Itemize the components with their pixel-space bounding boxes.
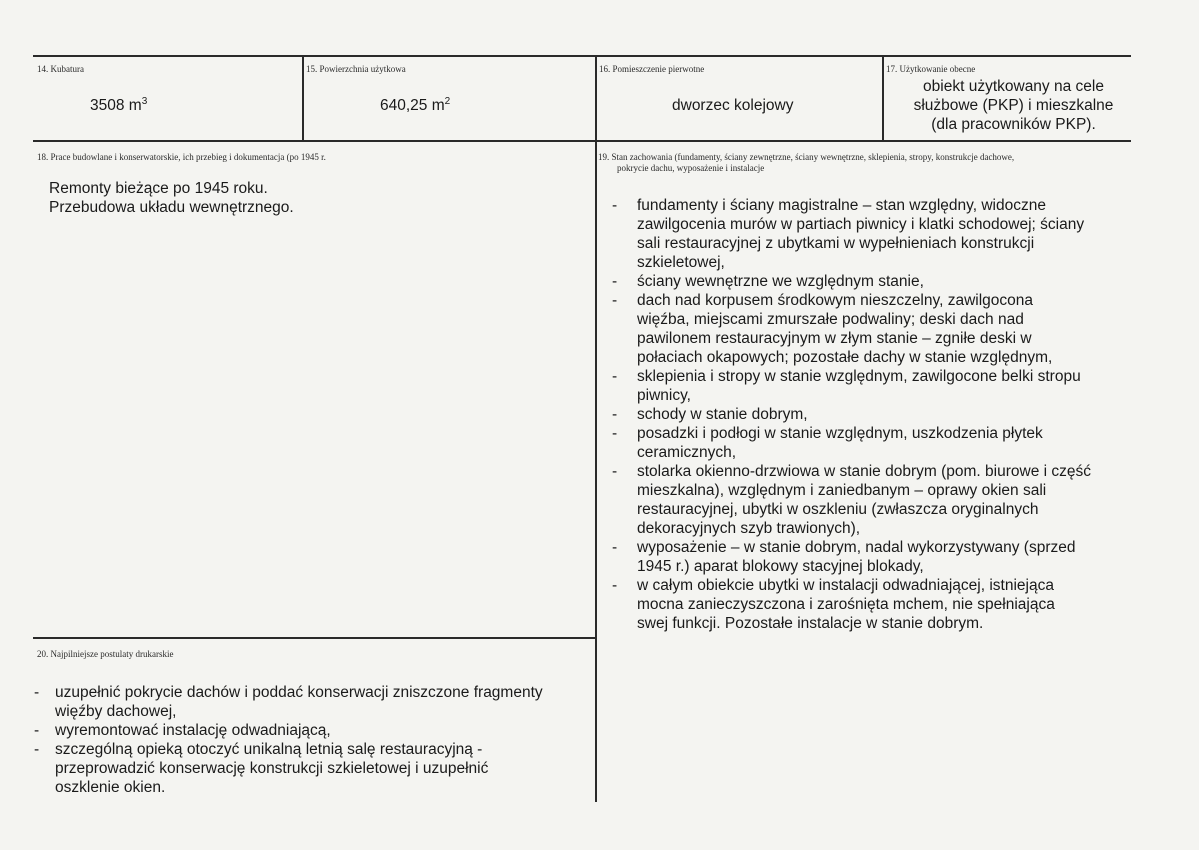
stan-item-line: piwnicy, — [637, 387, 691, 404]
stan-label-line: pokrycie dachu, wyposażenie i instalacje — [617, 163, 765, 173]
postulaty-list — [34, 683, 594, 797]
postulaty-dash: - — [34, 741, 40, 758]
stan-item — [612, 538, 1142, 576]
postulaty-item — [34, 721, 594, 740]
stan-item — [612, 576, 1142, 633]
prace-text — [49, 179, 294, 217]
pomieszczenie-value: dworzec kolejowy — [672, 97, 794, 114]
powierzchnia-value — [380, 96, 450, 115]
stan-item — [612, 405, 1142, 424]
postulaty-item-line: przeprowadzić konserwację konstrukcji szkieletowej i uzupełnić — [55, 760, 489, 777]
stan-item-line: ściany wewnętrzne we względnym stanie, — [637, 273, 924, 290]
stan-item — [612, 424, 1142, 462]
postulaty-top-rule — [33, 637, 596, 639]
uzytkowanie-label: 17. Użytkowanie obecne — [886, 64, 976, 74]
stan-item — [612, 196, 1142, 272]
stan-item-line: w całym obiekcie ubytki w instalacji odwadniającej, istniejąca — [637, 577, 1054, 594]
powierzchnia-number: 640,25 m — [380, 97, 445, 115]
pomieszczenie-label: 16. Pomieszczenie pierwotne — [599, 64, 705, 74]
postulaty-item-line: oszklenie okien. — [55, 779, 166, 796]
stan-label — [598, 152, 1014, 174]
row1-bottom-rule — [33, 140, 1131, 142]
postulaty-dash: - — [34, 722, 40, 739]
stan-item-line: szkieletowej, — [637, 254, 725, 271]
stan-item-line: sali restauracyjnej z ubytkami w wypełnieniach konstrukcji — [637, 235, 1035, 252]
top-rule — [33, 55, 1131, 57]
prace-label: 18. Prace budowlane i konserwatorskie, ich przebieg i dokumentacja (po 1945 r. — [37, 152, 326, 162]
divider-14-15 — [302, 56, 304, 141]
stan-label-line: 19. Stan zachowania (fundamenty, ściany zewnętrzne, ściany wewnętrzne, sklepienia, stropy, konstrukcje dachowe, — [598, 152, 1015, 162]
postulaty-item-line: uzupełnić pokrycie dachów i poddać konserwacji zniszczone fragmenty — [55, 684, 543, 701]
stan-item-line: stolarka okienno-drzwiowa w stanie dobrym (pom. biurowe i część — [637, 463, 1091, 480]
postulaty-item-line: więźby dachowej, — [55, 703, 177, 720]
stan-item-line: wyposażenie – w stanie dobrym, nadal wykorzystywany (sprzed — [637, 539, 1076, 556]
stan-item-line: dach nad korpusem środkowym nieszczelny, zawilgocona — [637, 292, 1034, 309]
postulaty-dash: - — [34, 684, 40, 701]
stan-item-line: mocna zanieczyszczona i zarośnięta mchem, nie spełniająca — [637, 596, 1055, 613]
divider-16-17 — [882, 56, 884, 141]
postulaty-label: 20. Najpilniejsze postulaty drukarskie — [37, 649, 174, 659]
prace-line: Przebudowa układu wewnętrznego. — [49, 199, 294, 216]
stan-item-line: 1945 r.) aparat blokowy stacyjnej blokady, — [637, 558, 924, 575]
stan-item-line: pawilonem restauracyjnym w złym stanie – zgniłe deski w — [637, 330, 1032, 347]
kubatura-unit-exponent: 3 — [141, 96, 148, 107]
stan-dash: - — [612, 463, 618, 480]
stan-item — [612, 272, 1142, 291]
stan-dash: - — [612, 406, 618, 423]
stan-dash: - — [612, 425, 618, 442]
stan-item-line: restauracyjnej, ubytki w oszkleniu (zwłaszcza oryginalnych — [637, 501, 1039, 518]
postulaty-item-line: szczególną opieką otoczyć unikalną letnią salę restauracyjną - — [55, 741, 483, 758]
main-vertical-divider — [595, 56, 597, 802]
kubatura-label: 14. Kubatura — [37, 64, 84, 74]
stan-item-line: sklepienia i stropy w stanie względnym, zawilgocone belki stropu — [637, 368, 1081, 385]
uzytkowanie-line: służbowe (PKP) i mieszkalne — [913, 97, 1114, 114]
stan-dash: - — [612, 577, 618, 594]
stan-dash: - — [612, 292, 618, 309]
kubatura-number: 3508 m — [90, 97, 142, 115]
postulaty-item — [34, 740, 594, 797]
stan-item-line: dekoracyjnych szyb trawionych), — [637, 520, 861, 537]
uzytkowanie-value — [886, 77, 1141, 134]
prace-line: Remonty bieżące po 1945 roku. — [49, 180, 268, 197]
stan-dash: - — [612, 539, 618, 556]
powierzchnia-label: 15. Powierzchnia użytkowa — [306, 64, 406, 74]
stan-item — [612, 462, 1142, 538]
stan-item — [612, 291, 1142, 367]
uzytkowanie-line: (dla pracowników PKP). — [931, 116, 1096, 133]
stan-dash: - — [612, 368, 618, 385]
stan-item-line: zawilgocenia murów w partiach piwnicy i klatki schodowej; ściany — [637, 216, 1085, 233]
stan-item-line: posadzki i podłogi w stanie względnym, uszkodzenia płytek — [637, 425, 1043, 442]
stan-dash: - — [612, 197, 618, 214]
postulaty-item — [34, 683, 594, 721]
stan-item-line: połaciach okapowych; pozostałe dachy w stanie względnym, — [637, 349, 1053, 366]
kubatura-value — [90, 96, 147, 115]
stan-item-line: mieszkalna), względnym i zaniedbanym – oprawy okien sali — [637, 482, 1047, 499]
uzytkowanie-line: obiekt użytkowany na cele — [923, 78, 1104, 95]
postulaty-item-line: wyremontować instalację odwadniającą, — [55, 722, 331, 739]
stan-item-line: fundamenty i ściany magistralne – stan względny, widoczne — [637, 197, 1046, 214]
stan-dash: - — [612, 273, 618, 290]
stan-item-line: schody w stanie dobrym, — [637, 406, 808, 423]
stan-item-line: więźba, miejscami zmurszałe podwaliny; deski dach nad — [637, 311, 1024, 328]
powierzchnia-unit-exponent: 2 — [444, 96, 451, 107]
stan-item-line: ceramicznych, — [637, 444, 737, 461]
stan-list — [612, 196, 1142, 633]
stan-item — [612, 367, 1142, 405]
stan-item-line: swej funkcji. Pozostałe instalacje w stanie dobrym. — [637, 615, 984, 632]
